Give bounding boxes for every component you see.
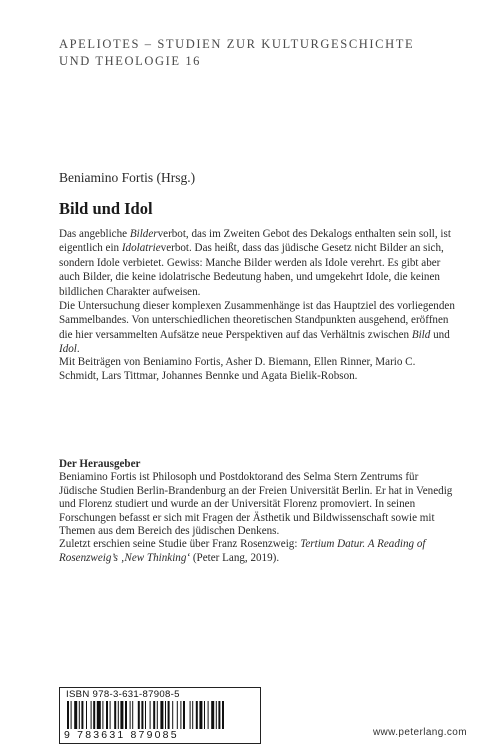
publisher-website: www.peterlang.com [372, 727, 467, 738]
about-editor [59, 458, 457, 565]
contributors [59, 355, 457, 384]
barcode-bar [71, 701, 72, 729]
blurb-paragraph-2 [59, 299, 457, 357]
barcode-bar [208, 701, 209, 729]
barcode-bar [204, 701, 205, 729]
blurb-italic: Bilder [129, 228, 158, 240]
barcode-bar [216, 701, 217, 729]
barcode-bar [199, 701, 202, 729]
about-italic: Tertium Datur. A Reading of Rosenzweig’s ‚New Thinking‘ [59, 538, 426, 564]
barcode-bar [157, 701, 158, 729]
blurb-text: und [430, 328, 450, 341]
barcode-bar [192, 701, 193, 729]
about-heading: Der Herausgeber [59, 458, 141, 470]
blurb-text: . [76, 343, 80, 356]
barcode [65, 701, 255, 729]
barcode-bar [79, 701, 80, 729]
blurb-text: Die Untersuchung dieser komplexen Zusammenhänge ist das Hauptziel des vorliegenden Sammelbandes. Von unterschiedlichen theoretischen Standpunkten ausgehend, eröffnen die hier versammelten Aufsätze neue Perspektiven auf das Verhältnis zwischen [59, 300, 455, 341]
blurb-text: verbot, das im Zweiten Gebot des Dekalogs enthalten sein soll, ist eigentlich ein [59, 228, 451, 255]
series-line-1: APELIOTES – STUDIEN ZUR KULTURGESCHICHTE [59, 37, 415, 51]
barcode-bar [222, 701, 224, 729]
barcode-bar [106, 701, 108, 729]
barcode-bar [196, 701, 198, 729]
series-line-2: UND THEOLOGIE 16 [59, 54, 202, 68]
barcode-bar [218, 701, 220, 729]
barcode-bar [145, 701, 146, 729]
barcode-bar [120, 701, 123, 729]
blurb [59, 227, 457, 357]
barcode-bar [97, 701, 101, 729]
book-title: Bild und Idol [59, 199, 153, 218]
barcode-bar [183, 701, 185, 729]
about-paragraph-2 [59, 538, 457, 565]
barcode-bar [165, 701, 166, 729]
blurb-italic: Idol [59, 343, 77, 356]
barcode-bar [118, 701, 119, 729]
isbn-label: ISBN 978-3-631-87908-5 [66, 689, 180, 700]
barcode-box [59, 687, 261, 744]
barcode-bar [93, 701, 95, 729]
blurb-italic: Bild [411, 328, 431, 341]
barcode-bar [130, 701, 131, 729]
blurb-text: verbot. Das heißt, dass das jüdische Gesetz nicht Bilder an sich, sondern Idole verbietet. Gewiss: Manche Bilder werden als Idole verehrt. Es gibt aber auch Bilder, die keine idolatrische Bedeutung haben, und umgekehrt Idole, die keinen bildlichen Charakter aufweisen. [59, 242, 444, 298]
barcode-bar [141, 701, 143, 729]
barcode-bar [74, 701, 77, 729]
barcode-bar [125, 701, 127, 729]
barcode-bar [160, 701, 163, 729]
barcode-bar [168, 701, 170, 729]
barcode-bar [211, 701, 214, 729]
series-title [59, 36, 459, 70]
barcode-bar [153, 701, 155, 729]
barcode-bar [91, 701, 92, 729]
barcode-bar [110, 701, 111, 729]
barcode-bar [81, 701, 83, 729]
barcode-bar [114, 701, 116, 729]
about-text: (Peter Lang, 2019). [190, 551, 280, 564]
contributors-text: Mit Beiträgen von Beniamino Fortis, Asher D. Biemann, Ellen Rinner, Mario C. Schmidt, Lars Tittmar, Johannes Bennke und Agata Bielik-Robson. [59, 356, 416, 383]
barcode-bar [150, 701, 151, 729]
barcode-bar [138, 701, 140, 729]
blurb-paragraph-1 [59, 227, 457, 299]
about-paragraph-1: Beniamino Fortis ist Philosoph und Postdoktorand des Selma Stern Zentrums für Jüdische Studien Berlin-Brandenburg an der Freien Universität Berlin. Er hat in Venedig und Florenz studiert und wurde an der Universität Florenz promoviert. In seinen Forschungen befasst er sich mit Fragen der Ästhetik und Bildwissenschaft sowie mit Themen aus dem Bereich des jüdischen Denkens. [59, 471, 453, 538]
barcode-bar [180, 701, 181, 729]
blurb-text: Das angebliche [59, 228, 130, 240]
barcode-bar [132, 701, 133, 729]
barcode-number: 9 783631 879085 [64, 729, 179, 741]
barcode-bar [172, 701, 173, 729]
about-text: Zuletzt erschien seine Studie über Franz Rosenzweig: [59, 538, 301, 551]
blurb-italic: Idolatrie [121, 242, 161, 255]
editor-name: Beniamino Fortis (Hrsg.) [59, 170, 196, 185]
barcode-bar [67, 701, 69, 729]
barcode-bar [177, 701, 178, 729]
barcode-bar [86, 701, 87, 729]
barcode-bar [190, 701, 191, 729]
barcode-bar [102, 701, 103, 729]
